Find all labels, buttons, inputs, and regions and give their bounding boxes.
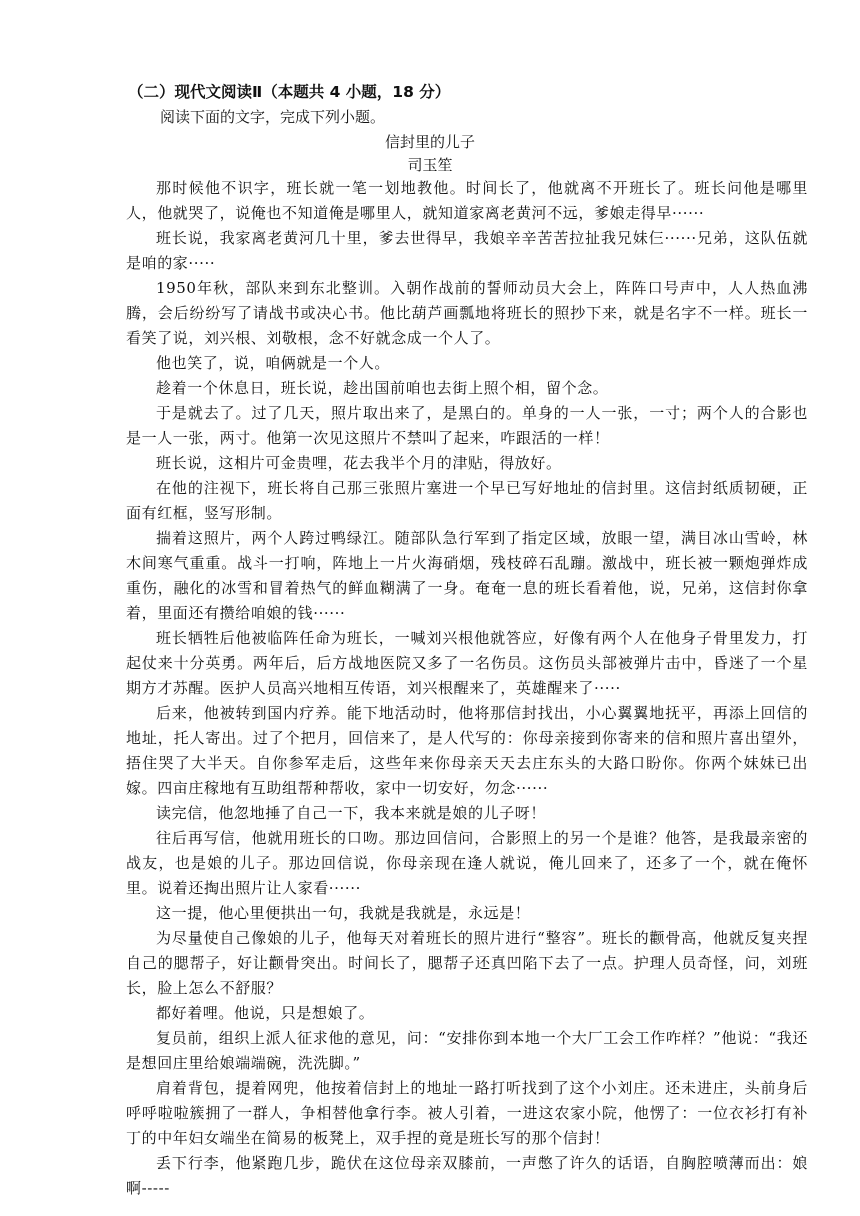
paragraph: 读完信，他忽地捶了自己一下，我本来就是娘的儿子呀！ bbox=[156, 804, 547, 822]
paragraph: 那时候他不识字，班长就一笔一划地教他。时间长了，他就离不开班长了。班长问他是哪里人，他就哭了，说俺也不知道俺是哪里人，就知道家离老黄河不远，爹娘走得早······ bbox=[126, 179, 808, 222]
paragraph: 班长说，我家离老黄河几十里，爹去世得早，我娘辛辛苦苦拉扯我兄妹仨······兄弟，这队伍就是咱的家····· bbox=[126, 229, 808, 272]
paragraph: 班长说，这相片可金贵哩，花去我半个月的津贴，得放好。 bbox=[156, 454, 562, 472]
paragraph: 趁着一个休息日，班长说，趁出国前咱也去街上照个相，留个念。 bbox=[156, 379, 609, 397]
paragraph: 为尽量使自己像娘的儿子，他每天对着班长的照片进行“整容”。班长的颧骨高，他就反复夹捏自己的腮帮子，好让颧骨突出。时间长了，腮帮子还真凹陷下去了一点。护理人员奇怪，问，刘班长，脸上怎么不舒服？ bbox=[126, 929, 808, 997]
paragraph: 都好着哩。他说，只是想娘了。 bbox=[156, 1004, 375, 1022]
paragraph: 复员前，组织上派人征求他的意见，问：“安排你到本地一个大厂工会工作咋样？”他说：“我还是想回庄里给娘端端碗，洗洗脚。” bbox=[126, 1029, 808, 1072]
paragraph: 丢下行李，他紧跑几步，跪伏在这位母亲双膝前，一声憋了许久的话语，自胸腔喷薄而出：娘啊----- bbox=[126, 1154, 808, 1197]
story-body bbox=[126, 176, 808, 1201]
paragraph: 肩着背包，提着网兜，他按着信封上的地址一路打听找到了这个小刘庄。还未进庄，头前身后呼呼啦啦簇拥了一群人，争相替他拿行李。被人引着，一进这农家小院，他愣了：一位衣衫打有补丁的中年妇女端坐在简易的板凳上，双手捏的竟是班长写的那个信封！ bbox=[126, 1079, 808, 1147]
paragraph: 后来，他被转到国内疗养。能下地活动时，他将那信封找出，小心翼翼地抚平，再添上回信的地址，托人寄出。过了个把月，回信来了，是人代写的：你母亲接到你寄来的信和照片喜出望外，捂住哭了大半天。自你参军走后，这些年来你母亲天天去庄东头的大路口盼你。你两个妹妹已出嫁。四亩庄稼地有互助组帮种帮收，家中一切安好，勿念······ bbox=[126, 704, 808, 797]
paragraph: 他也笑了，说，咱俩就是一个人。 bbox=[156, 354, 391, 372]
story-author: 司玉笙 bbox=[407, 156, 453, 174]
paragraph: 揣着这照片，两个人跨过鸭绿江。随部队急行军到了指定区域，放眼一望，满目冰山雪岭，林木间寒气重重。战斗一打响，阵地上一片火海硝烟，残枝碎石乱蹦。激战中，班长被一颗炮弹炸成重伤，融化的冰雪和冒着热气的鲜血糊满了一身。奄奄一息的班长看着他，说，兄弟，这信封你拿着，里面还有攒给咱娘的钱······ bbox=[126, 529, 808, 622]
paragraph: 1950年秋，部队来到东北整训。入朝作战前的誓师动员大会上，阵阵口号声中，人人热血沸腾，会后纷纷写了请战书或决心书。他比葫芦画瓢地将班长的照抄下来，就是名字不一样。班长一看笑了说，刘兴根、刘敬根，念不好就念成一个人了。 bbox=[126, 279, 808, 347]
paragraph: 于是就去了。过了几天，照片取出来了，是黑白的。单身的一人一张，一寸；两个人的合影也是一人一张，两寸。他第一次见这照片不禁叫了起来，咋跟活的一样！ bbox=[126, 404, 808, 447]
paragraph: 班长牺牲后他被临阵任命为班长，一喊刘兴根他就答应，好像有两个人在他身子骨里发力，打起仗来十分英勇。两年后，后方战地医院又多了一名伤员。这伤员头部被弹片击中，昏迷了一个星期方才苏醒。医护人员高兴地相互传语，刘兴根醒来了，英雄醒来了····· bbox=[126, 629, 808, 697]
section-title: （二）现代文阅读Ⅱ（本题共 4 小题，18 分） bbox=[128, 83, 451, 101]
reading-instruction: 阅读下面的文字，完成下列小题。 bbox=[160, 108, 386, 126]
paragraph: 往后再写信，他就用班长的口吻。那边回信问，合影照上的另一个是谁？他答，是我最亲密的战友，也是娘的儿子。那边回信说，你母亲现在逢人就说，俺儿回来了，还多了一个，就在俺怀里。说着还掏出照片让人家看······ bbox=[126, 829, 808, 897]
paragraph: 这一提，他心里便拱出一句，我就是我就是，永远是！ bbox=[156, 904, 531, 922]
story-title: 信封里的儿子 bbox=[384, 133, 475, 151]
paragraph: 在他的注视下，班长将自己那三张照片塞进一个早已写好地址的信封里。这信封纸质韧硬，正面有红框，竖写形制。 bbox=[126, 479, 808, 522]
